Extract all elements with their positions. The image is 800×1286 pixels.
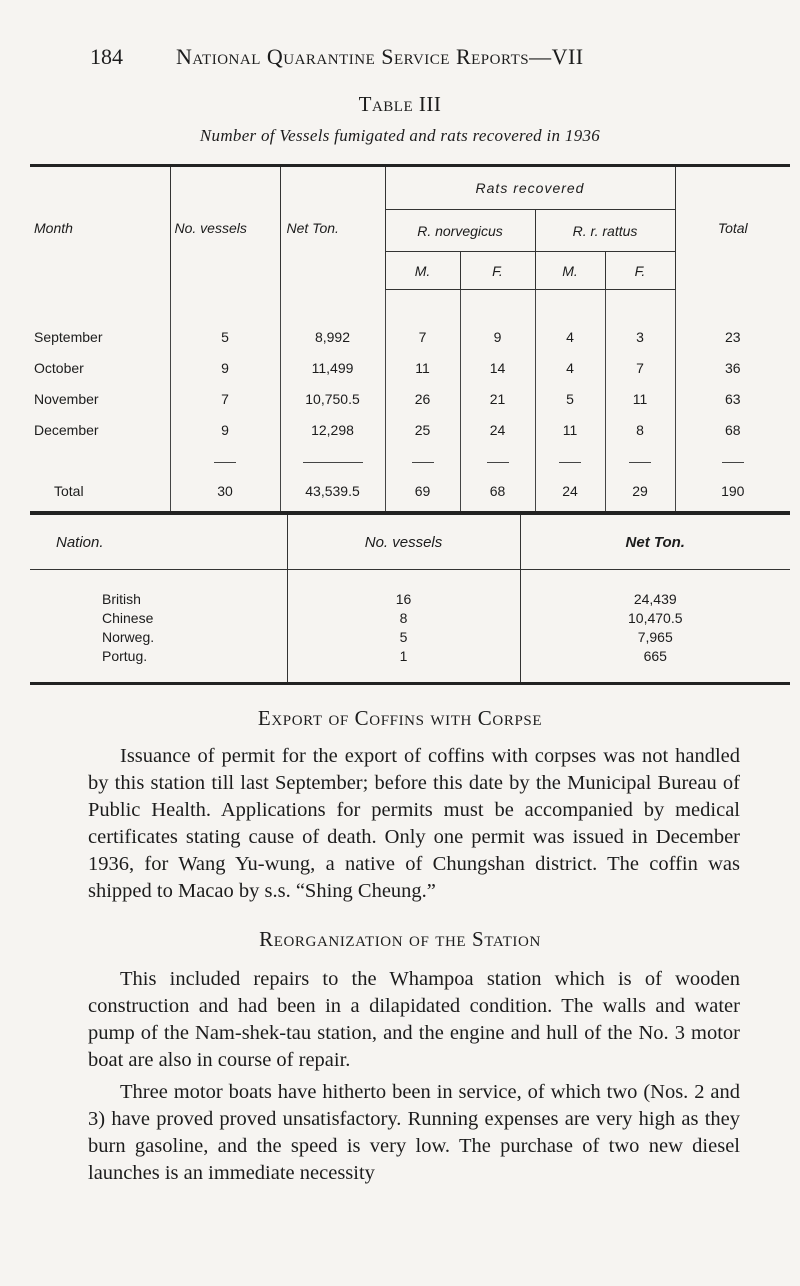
header-rats-recovered: Rats recovered [385, 166, 675, 210]
list-item: British [102, 591, 141, 607]
header-nation: Nation. [30, 514, 287, 570]
table-row: October 9 11,499 11 14 4 7 36 [30, 352, 790, 383]
list-item: 665 [643, 648, 667, 664]
sum-rule [559, 462, 581, 463]
header-total: Total [675, 166, 790, 290]
list-item: 5 [399, 629, 408, 645]
paragraph-coffins: Issuance of permit for the export of coffins with corpses was not handled by this station till last September; before this date by the Municipal Bureau of Public Health. Applications for permits must be accompanied by medical certificates stating cause of death. Only one permit was issued in December 1936, for Wang Yu-wung, a native of Chungshan district. The coffin was shipped to Macao by s.s. “Shing Cheung.” [88, 744, 740, 902]
vessel-count-list [287, 570, 520, 684]
header-rattus-female: F. [605, 252, 675, 290]
paragraph-reorganization: This included repairs to the Whampoa station which is of wooden construction and had been in a dilapidated condition. The walls and water pump of the Nam-shek-tau station, and the engine and hull of the No. 3 motor boat are also in course of repair. [88, 967, 740, 1071]
header-nation-vessels: No. vessels [287, 514, 520, 570]
header-month: Month [34, 220, 73, 237]
header-vessels: No. vessels [170, 166, 280, 290]
sum-rule [214, 462, 236, 463]
sum-rule [722, 462, 744, 463]
list-item: 1 [399, 648, 408, 664]
list-item: 16 [395, 591, 412, 607]
list-item: Norweg. [102, 629, 155, 645]
header-net-ton: Net Ton. [280, 166, 385, 290]
header-rattus-male: M. [535, 252, 605, 290]
list-item: Portug. [102, 648, 148, 664]
table-title: Table III [358, 92, 442, 116]
header-nation-net-ton: Net Ton. [520, 514, 790, 570]
table-total-row: Total 30 43,539.5 69 68 24 29 190 [30, 471, 790, 513]
table-row: December 9 12,298 25 24 11 8 68 [30, 414, 790, 445]
section-heading-reorganization: Reorganization of the Station [259, 927, 541, 951]
list-item: 7,965 [637, 629, 673, 645]
table-row: November 7 10,750.5 26 21 5 11 63 [30, 383, 790, 414]
sum-rule [487, 462, 509, 463]
net-ton-list [520, 570, 790, 684]
fumigation-table [30, 164, 790, 514]
nation-list [30, 570, 287, 684]
running-title: National Quarantine Service Reports—VII [176, 44, 584, 69]
list-item: Chinese [102, 610, 154, 626]
sum-rule [629, 462, 651, 463]
sum-rule [412, 462, 434, 463]
list-item: 8 [399, 610, 408, 626]
section-heading-coffins: Export of Coffins with Corpse [257, 706, 543, 730]
table-caption: Number of Vessels fumigated and rats recovered in 1936 [199, 126, 601, 145]
paragraph-motor-boats: Three motor boats have hitherto been in service, of which two (Nos. 2 and 3) have proved proved unsatisfactory. Running expenses are very high as they burn gasoline, and the speed is very low. The purchase of two new diesel launches is an immediate necessity [88, 1080, 740, 1184]
nation-table [30, 512, 790, 685]
list-item: 10,470.5 [628, 610, 683, 626]
header-norvegicus-male: M. [385, 252, 460, 290]
page-header [90, 44, 770, 74]
header-norvegicus: R. norvegicus [385, 210, 535, 252]
header-rattus: R. r. rattus [535, 210, 675, 252]
sum-rule [303, 462, 363, 463]
table-row: September 5 8,992 7 9 4 3 23 [30, 321, 790, 352]
sum-rule-row [30, 445, 790, 471]
header-norvegicus-female: F. [460, 252, 535, 290]
list-item: 24,439 [633, 591, 677, 607]
page-number: 184 [90, 44, 123, 69]
